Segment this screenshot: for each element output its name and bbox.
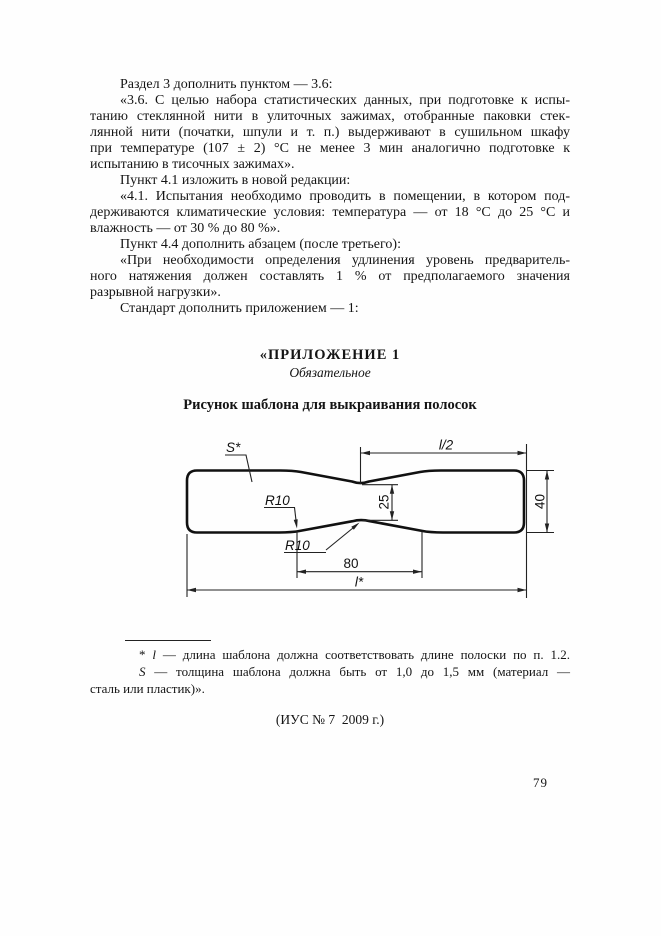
footnote [90,646,570,697]
thickness-label: S* [226,440,241,455]
body-line: Раздел 3 дополнить пунктом — 3.6: [120,77,333,92]
body-line: «При необходимости определения удлинения уровень предваритель- [120,253,570,268]
body-line: Стандарт дополнить приложением — 1: [120,301,359,316]
total-length-label: l* [354,574,364,590]
footnote-marker: * [139,647,153,662]
footnote-variable: S [139,664,146,679]
radius-callout-left [264,493,298,529]
body-text [90,77,570,317]
body-line: Пункт 4.1 изложить в новой редакции: [120,173,351,188]
body-line: Пункт 4.4 дополнить абзацем (после третьего): [120,237,401,252]
body-line: ного натяжения должен составлять 1 % от предполагаемого значения [90,269,570,284]
dimension-inner-width [362,485,398,521]
body-line: танию стеклянной нити в улиточных зажимах, отобранные паковки стек- [90,109,570,124]
template-outline [187,471,524,533]
dimension-half-length [361,438,527,599]
source-caption: (ИУС № 7 2009 г.) [275,712,385,727]
body-line: разрывной нагрузки». [90,285,221,300]
figure-title: Рисунок шаблона для выкраивания полосок [183,397,477,413]
body-line: «4.1. Испытания необходимо проводить в помещении, в котором под- [120,189,570,204]
radius-center-label: R10 [285,538,310,553]
outer-width-label: 40 [532,493,548,510]
footnote-rule [125,640,211,641]
body-line: держиваются климатические условия: температура — от 18 °С до 25 °С и [90,205,570,220]
radius-left-label: R10 [265,493,290,508]
half-length-label: l/2 [438,437,454,453]
span-label: 80 [343,556,359,571]
dimension-span [297,531,422,579]
appendix-subtitle: Обязательное [289,365,371,380]
body-line: испытанию в тисочных зажимах». [90,157,295,172]
footnote-line: сталь или пластик)». [90,681,205,696]
footnote-text: — толщина шаблона должна быть от 1,0 до 1,5 мм (материал — [145,664,570,679]
dimension-outer-width [526,471,554,533]
footnote-line [90,646,570,663]
page-number: 79 [533,775,548,790]
body-line: «3.6. С целью набора статистических данных, при подготовке к испы- [120,93,570,108]
body-line: влажность — от 30 % до 80 %». [90,221,281,236]
body-line: лянной нити (початки, шпули и т. п.) выдерживают в сушильном шкафу [90,125,570,140]
appendix-heading: «ПРИЛОЖЕНИЕ 1 [259,347,401,363]
body-line: при температуре (107 ± 2) °С не менее 3 мин аналогично подготовке к [90,141,570,156]
footnote-text: — длина шаблона должна соответствовать длине полоски по п. 1.2. [156,647,570,662]
footnote-variable: l [152,647,156,662]
inner-width-label: 25 [376,494,392,510]
footnote-line [90,663,570,680]
thickness-callout [225,440,252,482]
template-drawing [150,430,580,602]
